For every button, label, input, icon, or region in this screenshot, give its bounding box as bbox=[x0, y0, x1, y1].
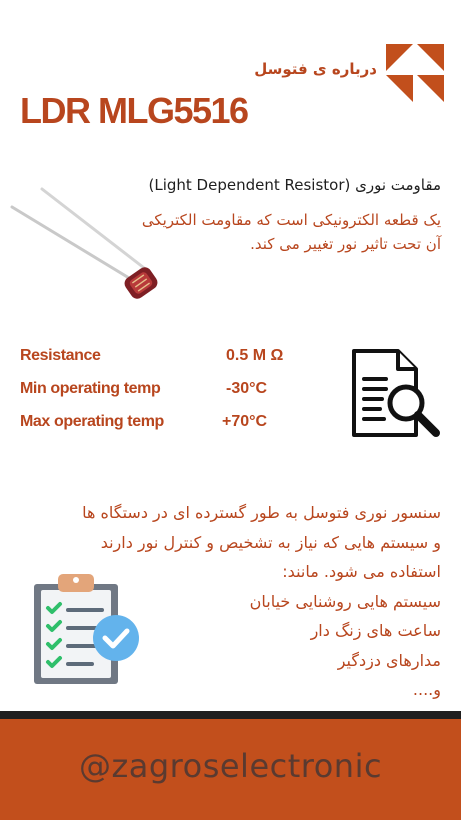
about-label: درباره ی فتوسل bbox=[254, 60, 377, 78]
spec-value-min-temp: -30°C bbox=[226, 380, 268, 397]
footer-divider bbox=[0, 711, 461, 719]
brand-triangles-logo bbox=[386, 44, 444, 102]
description-line: آن تحت تاثیر نور تغییر می کند. bbox=[250, 235, 441, 253]
description-line: یک قطعه الکترونیکی است که مقاومت الکتریکی bbox=[141, 211, 441, 229]
uses-line: استفاده می شود. مانند: bbox=[282, 562, 441, 581]
uses-line: ساعت های زنگ دار bbox=[310, 621, 441, 640]
uses-line: سنسور نوری فتوسل به طور گسترده ای در دستگاه ها bbox=[82, 503, 441, 522]
spec-label-min-temp: Min operating temp bbox=[20, 380, 161, 397]
spec-label-resistance: Resistance bbox=[20, 347, 101, 364]
social-handle: @zagroselectronic bbox=[78, 747, 383, 785]
spec-label-max-temp: Max operating temp bbox=[20, 413, 164, 430]
uses-line: سیستم هایی روشنایی خیابان bbox=[249, 591, 441, 611]
uses-line: مدارهای دزدگیر bbox=[337, 650, 441, 670]
description-body bbox=[141, 208, 441, 256]
uses-line: و سیستم هایی که نیاز به تشخیص و کنترل نور دارند bbox=[100, 532, 441, 552]
checklist-clipboard-icon bbox=[30, 572, 142, 688]
footer bbox=[0, 719, 461, 820]
spec-value-resistance: 0.5 M Ω bbox=[226, 347, 284, 364]
description-title: مقاومت نوری (Light Dependent Resistor) bbox=[148, 176, 441, 194]
spec-value-max-temp: +70°C bbox=[222, 413, 268, 430]
document-search-icon bbox=[350, 347, 444, 441]
page-title: LDR MLG5516 bbox=[20, 90, 248, 131]
uses-line: و.... bbox=[412, 680, 441, 699]
